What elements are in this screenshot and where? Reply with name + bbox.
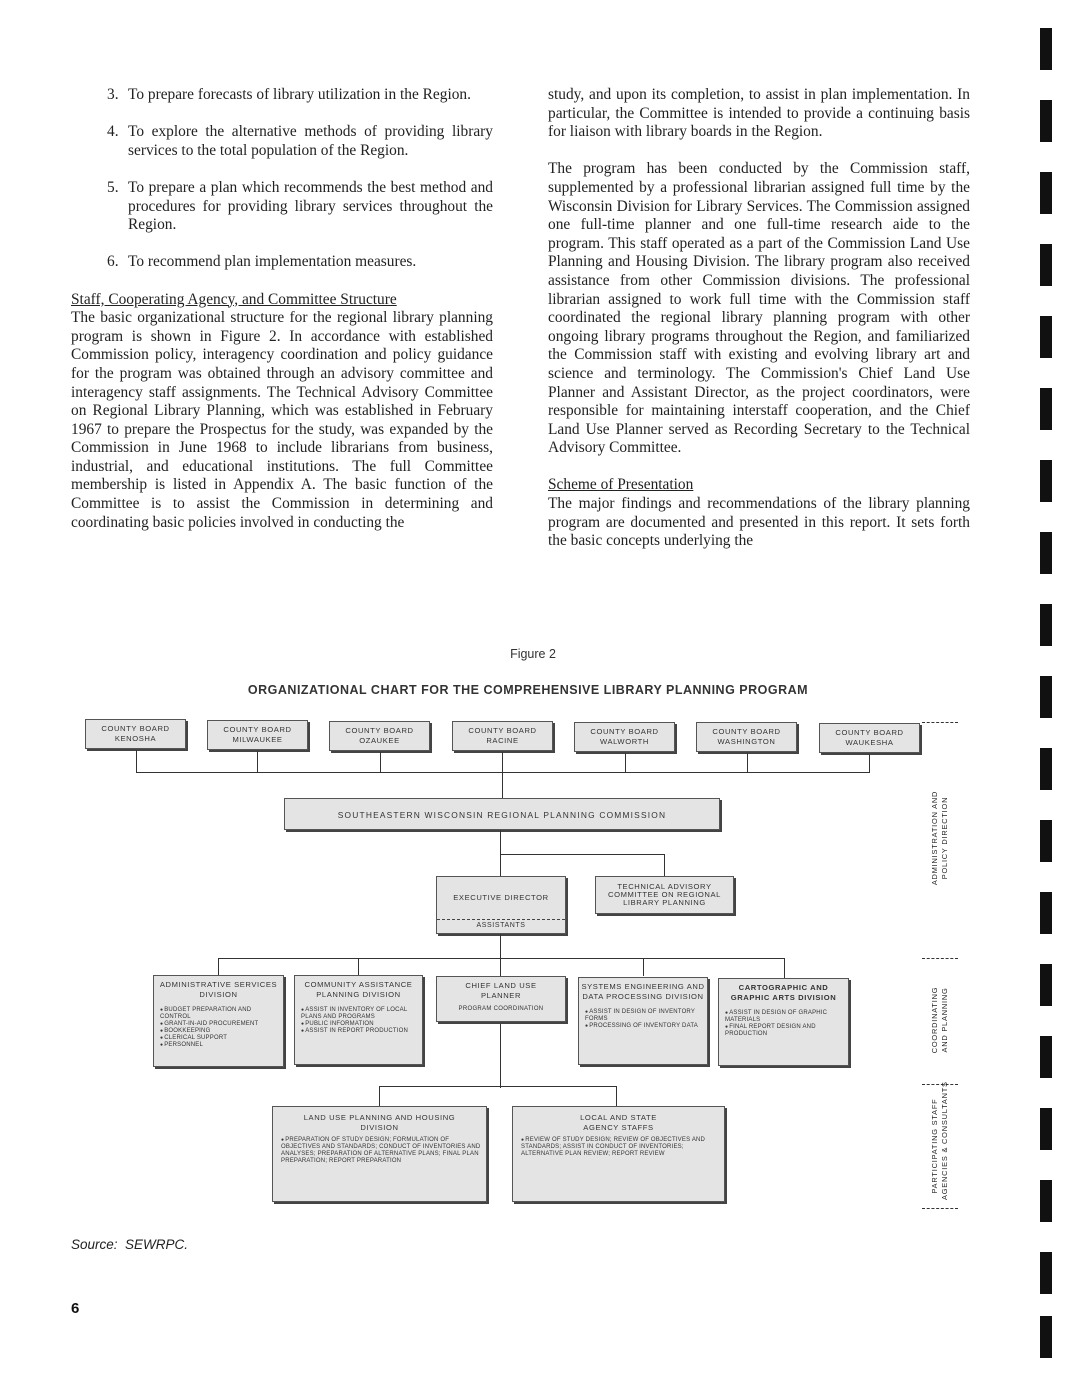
binder-mark	[1040, 892, 1052, 934]
binder-mark	[1040, 1252, 1052, 1294]
level-separator	[922, 722, 958, 723]
binder-mark	[1040, 316, 1052, 358]
binder-mark	[1040, 676, 1052, 718]
list-item: 4. To explore the alternative methods of providing library services to the total population of the Region.	[107, 123, 493, 159]
county-board-walworth: COUNTY BOARD WALWORTH	[574, 722, 675, 752]
binder-mark	[1040, 172, 1052, 214]
binder-mark	[1040, 28, 1052, 70]
connector-line	[136, 750, 137, 772]
connector-line	[358, 958, 359, 976]
connector-line	[664, 854, 665, 876]
level-separator	[922, 958, 958, 959]
side-label-coordinating: COORDINATING AND PLANNING	[930, 986, 949, 1054]
page-number: 6	[71, 1300, 80, 1317]
binder-mark	[1040, 532, 1052, 574]
connector-line	[869, 754, 870, 772]
county-board-ozaukee: COUNTY BOARD OZAUKEE	[329, 721, 430, 751]
county-board-washington: COUNTY BOARD WASHINGTON	[696, 722, 797, 752]
side-label-administration: ADMINISTRATION AND POLICY DIRECTION	[930, 790, 949, 886]
cartographic-graphic-arts-division: CARTOGRAPHIC AND GRAPHIC ARTS DIVISION ● ASSIST IN DESIGN OF GRAPHIC MATERIALS ● FINAL REPORT DESIGN AND PRODUCTION	[718, 978, 849, 1066]
paragraph-program-staff: The program has been conducted by the Commission staff, supplemented by a professional librarian assigned full time by the Wisconsin Division for Library Services. The Commission assigned one full-time planner and one full-time research aide to the program. This staff operated as a part of the Commission Land Use Planning and Housing Division. The library program also received assistance from other Commission divisions. The professional librarian assigned to work full time with the Commission staff coordinated the regional library planning program with other ongoing library programs throughout the Region, and familiarized the Commission staff with existing and evolving library art and science and terminology. The Commission's Chief Land Use Planner and Assistant Director, as the project coordinators, were responsible for maintaining interstaff cooperation, and the Chief Land Use Planner served as Recording Secretary to the Technical Advisory Committee.	[548, 160, 970, 457]
county-board-racine: COUNTY BOARD RACINE	[452, 721, 553, 751]
local-state-agency-staffs: LOCAL AND STATE AGENCY STAFFS ● REVIEW OF STUDY DESIGN; REVIEW OF OBJECTIVES AND STANDARDS; ASSIST IN CONDUCT OF INVENTORIES; ALTERNATIVE PLAN REVIEW; REPORT REVIEW	[512, 1106, 725, 1202]
binder-mark	[1040, 1180, 1052, 1222]
connector-line	[380, 752, 381, 772]
binder-mark	[1040, 388, 1052, 430]
binder-mark	[1040, 1316, 1052, 1358]
binder-mark	[1040, 748, 1052, 790]
connector-line	[616, 1086, 617, 1106]
binder-mark	[1040, 1108, 1052, 1150]
connector-line	[218, 958, 785, 959]
county-board-kenosha: COUNTY BOARD KENOSHA	[85, 719, 186, 749]
figure-label: Figure 2	[510, 647, 556, 661]
community-assistance-planning-division: COMMUNITY ASSISTANCE PLANNING DIVISION ● ASSIST IN INVENTORY OF LOCAL PLANS AND PROGRAMS ● PUBLIC INFORMATION ● ASSIST IN REPORT PRODUCTION	[294, 975, 423, 1065]
chief-land-use-planner: CHIEF LAND USE PLANNER PROGRAM COORDINATION	[436, 976, 566, 1022]
connector-line	[625, 753, 626, 772]
connector-line	[784, 958, 785, 978]
administrative-services-division: ADMINISTRATIVE SERVICES DIVISION ● BUDGET PREPARATION AND CONTROL ● GRANT-IN-AID PROCUREMENT ● BOOKKEEPING ● CLERICAL SUPPORT ● PERSONNEL	[153, 975, 284, 1067]
technical-advisory-committee: TECHNICAL ADVISORY COMMITTEE ON REGIONAL LIBRARY PLANNING	[595, 876, 734, 914]
level-separator	[922, 1208, 958, 1209]
binder-mark	[1040, 964, 1052, 1006]
section-paragraph-presentation: The major findings and recommendations of the library planning program are documented and presented in this report. It sets forth the basic concepts underlying the	[548, 495, 970, 550]
section-heading-presentation: Scheme of Presentation	[548, 476, 694, 494]
connector-line	[379, 1086, 380, 1106]
side-label-participating: PARTICIPATING STAFF AGENCIES & CONSULTANTS	[930, 1081, 949, 1200]
connector-line	[747, 753, 748, 772]
regional-planning-commission: SOUTHEASTERN WISCONSIN REGIONAL PLANNING COMMISSION	[284, 798, 720, 830]
section-heading-staff: Staff, Cooperating Agency, and Committee Structure	[71, 290, 397, 308]
divider	[437, 919, 565, 920]
land-use-planning-housing-division: LAND USE PLANNING AND HOUSING DIVISION ● PREPARATION OF STUDY DESIGN; FORMULATION OF OBJECTIVES AND STANDARDS; CONDUCT OF INVENTORIES AND ANALYSES; PREPARATION OF ALTERNATIVE PLANS; FINAL PLAN PREPARATION; REPORT PREPARATION	[272, 1106, 487, 1202]
list-item: 6. To recommend plan implementation measures.	[107, 253, 417, 271]
division-tasks: ● BUDGET PREPARATION AND CONTROL ● GRANT-IN-AID PROCUREMENT ● BOOKKEEPING ● CLERICAL SUPPORT ● PERSONNEL	[154, 1007, 283, 1049]
division-tasks: ● REVIEW OF STUDY DESIGN; REVIEW OF OBJECTIVES AND STANDARDS; ASSIST IN CONDUCT OF INVENTORIES; ALTERNATIVE PLAN REVIEW; REPORT REVIEW	[513, 1137, 724, 1158]
connector-line	[379, 1086, 617, 1087]
executive-director: EXECUTIVE DIRECTOR ASSISTANTS	[436, 876, 566, 934]
connector-line	[643, 958, 644, 976]
division-tasks: ● PREPARATION OF STUDY DESIGN; FORMULATION OF OBJECTIVES AND STANDARDS; CONDUCT OF INVENTORIES AND ANALYSES; PREPARATION OF ALTERNATIVE PLANS; FINAL PLAN PREPARATION; REPORT PREPARATION	[273, 1137, 486, 1165]
binder-mark	[1040, 820, 1052, 862]
binder-mark	[1040, 100, 1052, 142]
section-paragraph-staff: The basic organizational structure for the regional library planning program is shown in Figure 2. In accordance with established Commission policy, interagency coordination and policy guidance for the program was obtained through an advisory committee and interagency staff assignments. The Technical Advisory Committee on Regional Library Planning, which was established in February 1967 to prepare the Prospectus for the study, was expanded by the Commission in June 1968 to include librarians from business, industrial, and educational institutions. The full Committee membership is listed in Appendix A. The basic function of the Committee is to assist the Commission in determining and coordinating basic policies involved in conducting the	[71, 309, 493, 531]
binder-mark	[1040, 460, 1052, 502]
binder-mark	[1040, 244, 1052, 286]
connector-line	[500, 830, 501, 876]
systems-engineering-division: SYSTEMS ENGINEERING AND DATA PROCESSING DIVISION ● ASSIST IN DESIGN OF INVENTORY FORMS ● PROCESSING OF INVENTORY DATA	[578, 977, 708, 1065]
paragraph-liaison: study, and upon its completion, to assist in plan implementation. In particular, the Committee is intended to provide a continuing basis for liaison with library boards in the Region.	[548, 86, 970, 141]
connector-line	[502, 752, 503, 772]
figure-source: Source: SEWRPC.	[71, 1237, 189, 1252]
division-tasks: ● ASSIST IN INVENTORY OF LOCAL PLANS AND PROGRAMS ● PUBLIC INFORMATION ● ASSIST IN REPORT PRODUCTION	[295, 1007, 422, 1035]
division-tasks: ● ASSIST IN DESIGN OF GRAPHIC MATERIALS ● FINAL REPORT DESIGN AND PRODUCTION	[719, 1010, 848, 1038]
list-item: 3. To prepare forecasts of library utilization in the Region.	[107, 86, 471, 103]
connector-line	[218, 958, 219, 976]
connector-line	[502, 772, 503, 798]
county-board-waukesha: COUNTY BOARD WAUKESHA	[819, 723, 920, 753]
connector-line	[500, 854, 665, 855]
county-board-milwaukee: COUNTY BOARD MILWAUKEE	[207, 720, 308, 750]
connector-line	[257, 751, 258, 772]
division-tasks: ● ASSIST IN DESIGN OF INVENTORY FORMS ● PROCESSING OF INVENTORY DATA	[579, 1009, 707, 1030]
figure-title: ORGANIZATIONAL CHART FOR THE COMPREHENSIVE LIBRARY PLANNING PROGRAM	[247, 683, 809, 697]
connector-line	[136, 772, 870, 773]
binder-mark	[1040, 604, 1052, 646]
binder-mark	[1040, 1036, 1052, 1078]
list-item: 5. To prepare a plan which recommends the best method and procedures for providing library services throughout the Region.	[107, 178, 493, 234]
